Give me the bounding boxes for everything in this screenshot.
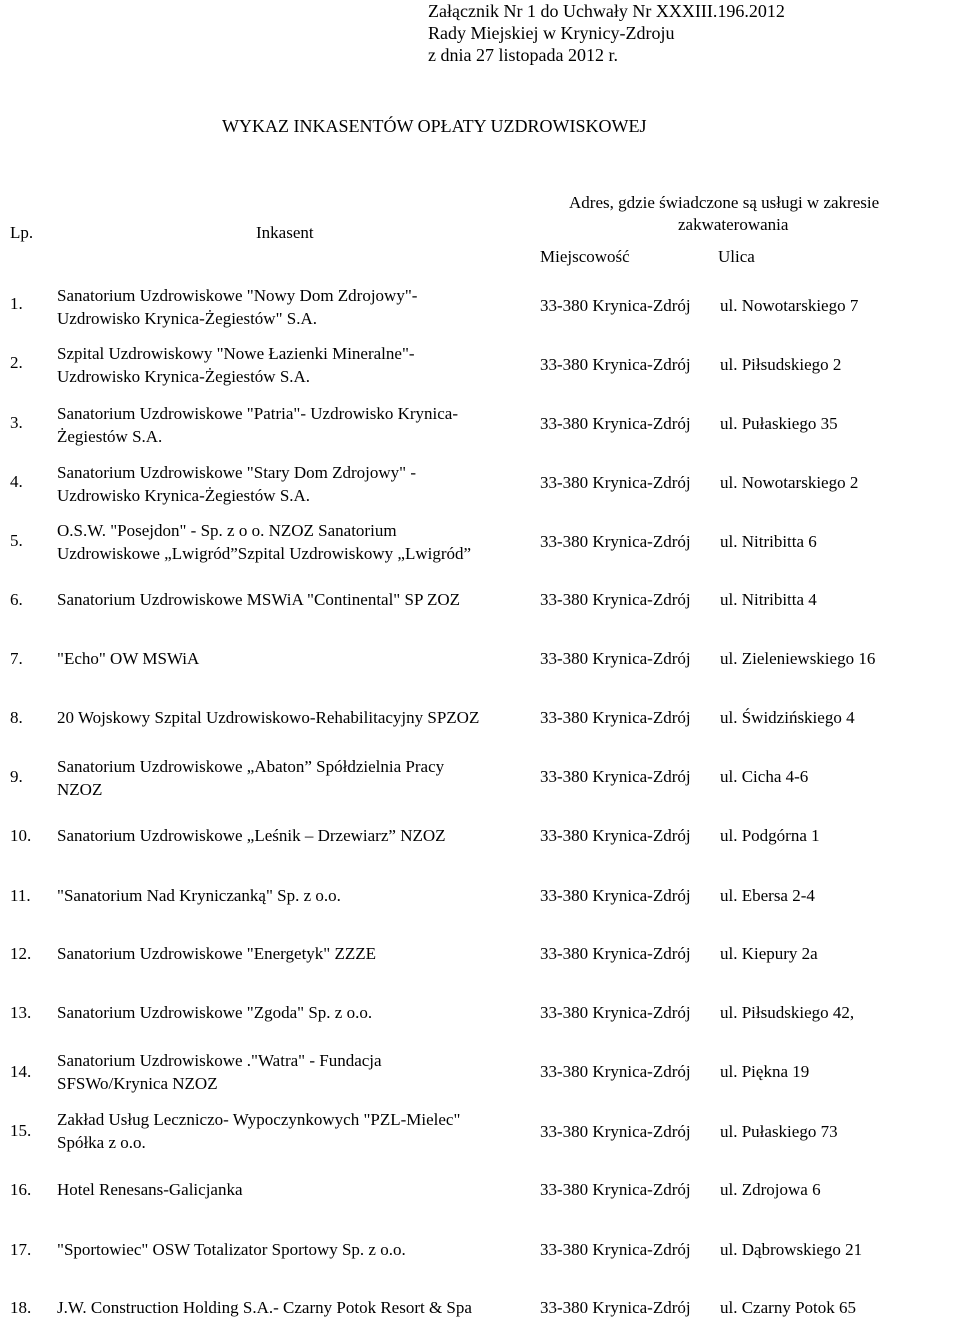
column-header-address-line2: zakwaterowania: [678, 215, 789, 234]
row-number: 10.: [10, 826, 32, 845]
ulica-cell: ul. Kiepury 2a: [720, 944, 818, 963]
ulica-cell: ul. Świdzińskiego 4: [720, 708, 855, 727]
inkasent-name: Sanatorium Uzdrowiskowe MSWiA "Continental" SP ZOZ: [57, 590, 461, 609]
inkasent-name: 20 Wojskowy Szpital Uzdrowiskowo-Rehabilitacyjny SPZOZ: [57, 708, 480, 727]
column-header-miejscowosc: Miejscowość: [540, 247, 630, 266]
miejscowosc-cell: 33-380 Krynica-Zdrój: [540, 826, 691, 845]
row-number: 15.: [10, 1121, 32, 1140]
ulica-cell: ul. Dąbrowskiego 21: [720, 1240, 863, 1259]
row-number: 9.: [10, 767, 23, 786]
miejscowosc-cell: 33-380 Krynica-Zdrój: [540, 355, 691, 374]
ulica-cell: ul. Zieleniewskiego 16: [720, 649, 876, 668]
inkasent-name: Sanatorium Uzdrowiskowe "Zgoda" Sp. z o.o.: [57, 1003, 373, 1022]
miejscowosc-cell: 33-380 Krynica-Zdrój: [540, 1180, 691, 1199]
miejscowosc-cell: 33-380 Krynica-Zdrój: [540, 1122, 691, 1141]
row-number: 16.: [10, 1180, 32, 1199]
inkasent-name-continued: NZOZ: [57, 780, 103, 799]
inkasent-name: Sanatorium Uzdrowiskowe „Leśnik – Drzewiarz” NZOZ: [57, 826, 446, 845]
ulica-cell: ul. Piłsudskiego 42,: [720, 1003, 855, 1022]
council-line: Rady Miejskiej w Krynicy-Zdroju: [428, 23, 675, 43]
row-number: 18.: [10, 1298, 32, 1317]
row-number: 4.: [10, 472, 23, 491]
miejscowosc-cell: 33-380 Krynica-Zdrój: [540, 1298, 691, 1317]
inkasent-name: Zakład Usług Leczniczo- Wypoczynkowych "PZL-Mielec": [57, 1110, 461, 1129]
miejscowosc-cell: 33-380 Krynica-Zdrój: [540, 590, 691, 609]
ulica-cell: ul. Podgórna 1: [720, 826, 820, 845]
date-line: z dnia 27 listopada 2012 r.: [428, 45, 618, 65]
ulica-cell: ul. Ebersa 2-4: [720, 886, 815, 905]
ulica-cell: ul. Cicha 4-6: [720, 767, 809, 786]
row-number: 8.: [10, 708, 23, 727]
inkasent-name-continued: SFSWo/Krynica NZOZ: [57, 1074, 218, 1093]
inkasent-name: Szpital Uzdrowiskowy "Nowe Łazienki Mineralne"-: [57, 344, 415, 363]
ulica-cell: ul. Czarny Potok 65: [720, 1298, 856, 1317]
column-header-lp: Lp.: [10, 223, 34, 242]
miejscowosc-cell: 33-380 Krynica-Zdrój: [540, 708, 691, 727]
row-number: 6.: [10, 590, 23, 609]
miejscowosc-cell: 33-380 Krynica-Zdrój: [540, 473, 691, 492]
inkasent-name: O.S.W. "Posejdon" - Sp. z o o. NZOZ Sanatorium: [57, 521, 397, 540]
document-title: WYKAZ INKASENTÓW OPŁATY UZDROWISKOWEJ: [222, 116, 647, 136]
inkasent-name: Sanatorium Uzdrowiskowe „Abaton” Spółdzielnia Pracy: [57, 757, 445, 776]
miejscowosc-cell: 33-380 Krynica-Zdrój: [540, 944, 691, 963]
row-number: 14.: [10, 1062, 32, 1081]
inkasent-name: Sanatorium Uzdrowiskowe "Patria"- Uzdrowisko Krynica-: [57, 404, 459, 423]
ulica-cell: ul. Piękna 19: [720, 1062, 810, 1081]
miejscowosc-cell: 33-380 Krynica-Zdrój: [540, 1240, 691, 1259]
miejscowosc-cell: 33-380 Krynica-Zdrój: [540, 1062, 691, 1081]
row-number: 3.: [10, 413, 23, 432]
attachment-line: Załącznik Nr 1 do Uchwały Nr XXXIII.196.2012: [428, 1, 785, 21]
miejscowosc-cell: 33-380 Krynica-Zdrój: [540, 1003, 691, 1022]
ulica-cell: ul. Pułaskiego 35: [720, 414, 838, 433]
inkasent-name: Sanatorium Uzdrowiskowe "Stary Dom Zdrojowy" -: [57, 463, 417, 482]
inkasent-name-continued: Uzdrowisko Krynica-Żegiestów" S.A.: [57, 309, 317, 328]
row-number: 5.: [10, 531, 23, 550]
row-number: 12.: [10, 944, 32, 963]
miejscowosc-cell: 33-380 Krynica-Zdrój: [540, 649, 691, 668]
inkasent-name-continued: Uzdrowisko Krynica-Żegiestów S.A.: [57, 486, 311, 505]
ulica-cell: ul. Nowotarskiego 7: [720, 296, 859, 315]
miejscowosc-cell: 33-380 Krynica-Zdrój: [540, 414, 691, 433]
row-number: 2.: [10, 353, 23, 372]
inkasent-name: "Sanatorium Nad Kryniczanką" Sp. z o.o.: [57, 886, 341, 905]
ulica-cell: ul. Pułaskiego 73: [720, 1122, 838, 1141]
inkasent-name: "Echo" OW MSWiA: [57, 649, 200, 668]
miejscowosc-cell: 33-380 Krynica-Zdrój: [540, 296, 691, 315]
ulica-cell: ul. Nitribitta 4: [720, 590, 817, 609]
miejscowosc-cell: 33-380 Krynica-Zdrój: [540, 767, 691, 786]
miejscowosc-cell: 33-380 Krynica-Zdrój: [540, 532, 691, 551]
inkasent-name: Hotel Renesans-Galicjanka: [57, 1180, 243, 1199]
inkasent-name: Sanatorium Uzdrowiskowe "Energetyk" ZZZE: [57, 944, 377, 963]
inkasent-name-continued: Spółka z o.o.: [57, 1133, 146, 1152]
inkasent-name: "Sportowiec" OSW Totalizator Sportowy Sp. z o.o.: [57, 1240, 406, 1259]
row-number: 17.: [10, 1240, 32, 1259]
row-number: 11.: [10, 886, 31, 905]
inkasent-name-continued: Uzdrowisko Krynica-Żegiestów S.A.: [57, 367, 311, 386]
ulica-cell: ul. Nowotarskiego 2: [720, 473, 859, 492]
inkasent-name: J.W. Construction Holding S.A.- Czarny Potok Resort & Spa: [57, 1298, 472, 1317]
row-number: 7.: [10, 649, 23, 668]
inkasent-name-continued: Uzdrowiskowe „Lwigród”Szpital Uzdrowiskowy „Lwigród”: [57, 544, 472, 563]
inkasent-name-continued: Żegiestów S.A.: [57, 427, 163, 446]
column-header-ulica: Ulica: [718, 247, 755, 266]
ulica-cell: ul. Piłsudskiego 2: [720, 355, 842, 374]
inkasent-name: Sanatorium Uzdrowiskowe "Nowy Dom Zdrojowy"-: [57, 286, 418, 305]
column-header-address-line1: Adres, gdzie świadczone są usługi w zakresie: [569, 193, 880, 212]
ulica-cell: ul. Zdrojowa 6: [720, 1180, 821, 1199]
inkasent-name: Sanatorium Uzdrowiskowe ."Watra" - Fundacja: [57, 1051, 382, 1070]
ulica-cell: ul. Nitribitta 6: [720, 532, 817, 551]
row-number: 13.: [10, 1003, 32, 1022]
row-number: 1.: [10, 294, 23, 313]
miejscowosc-cell: 33-380 Krynica-Zdrój: [540, 886, 691, 905]
column-header-inkasent: Inkasent: [256, 223, 314, 242]
